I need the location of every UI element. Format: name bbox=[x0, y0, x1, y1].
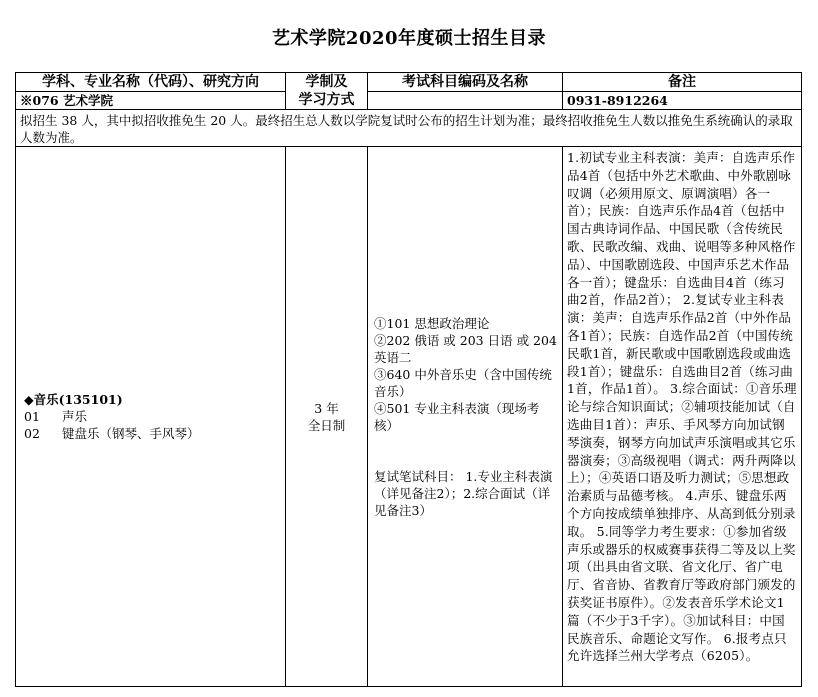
direction-code: 02 bbox=[24, 426, 40, 441]
enrollment-note: 拟招生 38 人，其中拟招收推免生 20 人。最终招生总人数以学院复试时公布的招生计划为准；最终招收推免生人数以推免生系统确认的录取人数为准。 bbox=[16, 110, 802, 147]
header-duration bbox=[286, 73, 368, 110]
school-name: ※076 艺术学院 bbox=[16, 92, 286, 110]
school-row bbox=[16, 92, 802, 110]
duration-cell bbox=[286, 147, 368, 687]
duration-years: 3 年 bbox=[314, 400, 339, 416]
exam-item: ③640 中外音乐史（含中国传统音乐） bbox=[374, 366, 552, 399]
header-row bbox=[16, 73, 802, 92]
major-row bbox=[16, 147, 802, 687]
header-exams: 考试科目编码及名称 bbox=[368, 73, 563, 92]
header-major: 学科、专业名称（代码）、研究方向 bbox=[16, 73, 286, 92]
page-title: 艺术学院2020年度硕士招生目录 bbox=[271, 28, 547, 49]
exam-item: ①101 思想政治理论 bbox=[374, 315, 490, 331]
remarks-cell: 1.初试专业主科表演：美声：自选声乐作品4首（包括中外艺术歌曲、中外歌剧咏叹调（必须用原文、原调演唱）各一首）；民族：自选声乐作品4首（包括中国古典诗词作品、中国民歌（含传统民歌、民歌改编、戏曲、说唱等多种风格作品）、中国歌剧选段、中国声乐艺术作品各一首）；键盘乐：自选曲目4首（练习曲2首，作品2首）； 2.复试专业主科表演：美声：自选声乐作品2首（中外作品各1首）；民族：自选作品2首（中国传统民歌1首，新民歌或中国歌剧选段或曲选段1首）；键盘乐：自选曲目2首（练习曲1首，作品1首）。 3.综合面试：①音乐理论与综合知识面试；②辅项技能加试（自选曲目1首）：声乐、手风琴方向加试钢琴演奏，钢琴方向加试声乐演唱或其它乐器演奏；③高级视唱（调式：两升两降以上）；④英语口语及听力测试；⑤思想政治素质与品德考核。 4.声乐、键盘乐两个方向按成绩单独排序、从高到低分别录取。 5.同等学力考生要求：①参加省级声乐或器乐的权威赛事获得二等及以上奖项（出具由省文联、省文化厅、省广电厅、省音协、省教育厅等政府部门颁发的获奖证书原件）。②发表音乐学术论文1篇（不少于3千字）。③加试科目：中国民族音乐、命题论文写作。 6.报考点只允许选择兰州大学考点（6205）。 bbox=[563, 147, 802, 687]
direction-name: 键盘乐（钢琴、手风琴） bbox=[62, 426, 200, 441]
major-name: ◆音乐(135101) bbox=[24, 392, 123, 407]
direction-name: 声乐 bbox=[62, 409, 88, 424]
major-cell bbox=[16, 147, 286, 687]
admission-catalog-table bbox=[15, 72, 802, 687]
study-mode: 全日制 bbox=[307, 417, 346, 433]
header-duration-line1: 学制及 bbox=[305, 74, 348, 90]
exams-cell bbox=[368, 147, 563, 687]
direction-item bbox=[24, 408, 281, 425]
header-duration-line2: 学习方式 bbox=[298, 92, 355, 108]
exam-item: ④501 专业主科表演（现场考核） bbox=[374, 400, 540, 433]
school-phone: 0931-8912264 bbox=[563, 92, 802, 110]
major-block bbox=[24, 391, 281, 442]
exam-item: ②202 俄语 或 203 日语 或 204 英语二 bbox=[374, 332, 557, 365]
school-exams-empty bbox=[368, 92, 563, 110]
retest-subjects: 复试笔试科目： 1.专业主科表演（详见备注2）；2.综合面试（详见备注3） bbox=[374, 468, 553, 518]
direction-code: 01 bbox=[24, 409, 40, 424]
header-remarks: 备注 bbox=[563, 73, 802, 92]
direction-item bbox=[24, 425, 281, 442]
enrollment-note-row bbox=[16, 110, 802, 147]
